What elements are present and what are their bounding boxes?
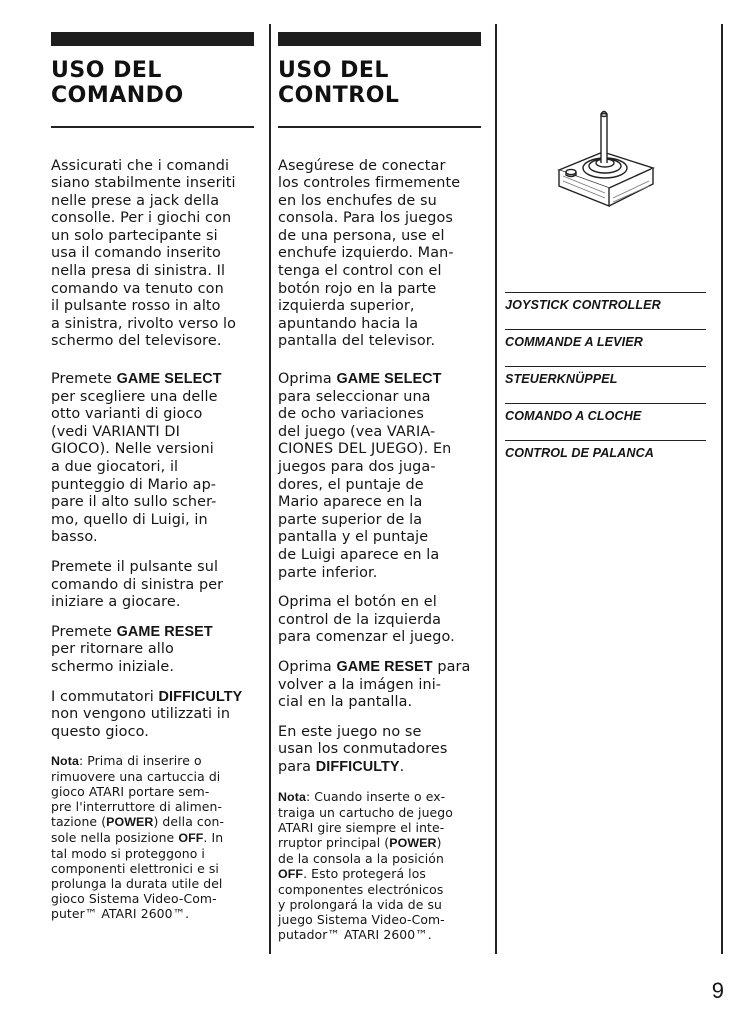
heading-bar <box>51 32 254 46</box>
page-number: 9 <box>711 978 724 1003</box>
label-commande-a-levier: COMMANDE A LEVIER <box>505 329 706 349</box>
italian-paragraph-3: Premete il pulsante sul comando di sinistra per iniziare a giocare. <box>51 558 224 611</box>
label-joystick-controller: JOYSTICK CONTROLLER <box>505 292 706 312</box>
spanish-paragraph-3: Oprima el botón en el control de la izquierda para comenzar el juego. <box>278 594 455 646</box>
heading-rule <box>278 126 481 128</box>
heading-rule <box>51 126 254 128</box>
italian-paragraph-5: I commutatori DIFFICULTY non vengono utilizzati in questo gioco. <box>51 688 243 740</box>
joystick-icon <box>553 106 659 216</box>
spanish-paragraph-5: En este juego no se usan los conmutadores para DIFFICULTY. <box>278 723 448 775</box>
italian-paragraph-2: Premete GAME SELECT per scegliere una delle otto varianti di gioco (vedi VARIANTI DI GIOCO). Nelle versioni a due giocatori, il punteggio di Mario ap- pare il alto sullo scher- mo, quello di Luigi, in basso. <box>51 371 222 546</box>
italian-heading: USO DEL COMANDO <box>51 58 184 108</box>
spanish-note: Nota: Cuando inserte o ex- traiga un cartucho de juego ATARI gire siempre el inte- rruptor principal (POWER) de la consola a la posición OFF. Esto protegerá los componentes electrónicos y prolongará la vida de su juego Sistema Video-Com- putador™ ATARI 2600™. <box>278 788 453 942</box>
label-comando-a-cloche: COMANDO A CLOCHE <box>505 403 706 423</box>
label-steuerknuppel: STEUERKNÜPPEL <box>505 366 706 386</box>
spanish-paragraph-4: Oprima GAME RESET para volver a la imágen ini- cial en la pantalla. <box>278 658 471 711</box>
italian-paragraph-4: Premete GAME RESET per ritornare allo schermo iniziale. <box>51 623 213 675</box>
column-divider-1 <box>269 24 271 954</box>
spanish-column <box>278 32 481 942</box>
column-divider-2 <box>495 24 497 954</box>
italian-column <box>51 32 254 921</box>
italian-paragraph-1: Assicurati che i comandi siano stabilmente inseriti nelle prese a jack della consolle. Per i giochi con un solo partecipante si usa il comando inserito nella presa di sinistra. Il comando va tenuto con il pulsante rosso in alto a sinistra, rivolto verso lo schermo del televisore. <box>51 157 237 350</box>
label-control-de-palanca: CONTROL DE PALANCA <box>505 440 706 460</box>
italian-note: Nota: Prima di inserire o rimuovere una cartuccia di gioco ATARI portare sem- pre l'interruttore di alimen- tazione (POWER) della con- sole nella posizione OFF. In tal modo si proteggono i componenti elettronici e si prolunga la durata utile del gioco Sistema Video-Com- puter™ ATARI 2600™. <box>51 753 225 922</box>
column-divider-3 <box>721 24 723 954</box>
spanish-paragraph-2: Oprima GAME SELECT para seleccionar una de ocho variaciones del juego (vea VARIA- CIONES DEL JUEGO). En juegos para dos juga- dores, el puntaje de Mario aparece en la parte superior de la pantalla y el puntaje de Luigi aparece en la parte inferior. <box>278 371 452 581</box>
spanish-heading: USO DEL CONTROL <box>278 58 400 108</box>
spanish-paragraph-1: Asegúrese de conectar los controles firmemente en los enchufes de su consola. Para los juegos de una persona, use el enchufe izquierdo. Man- tenga el control con el botón rojo en la parte izquierda superior, apuntando hacia la pantalla del televisor. <box>278 157 461 350</box>
heading-bar <box>278 32 481 46</box>
